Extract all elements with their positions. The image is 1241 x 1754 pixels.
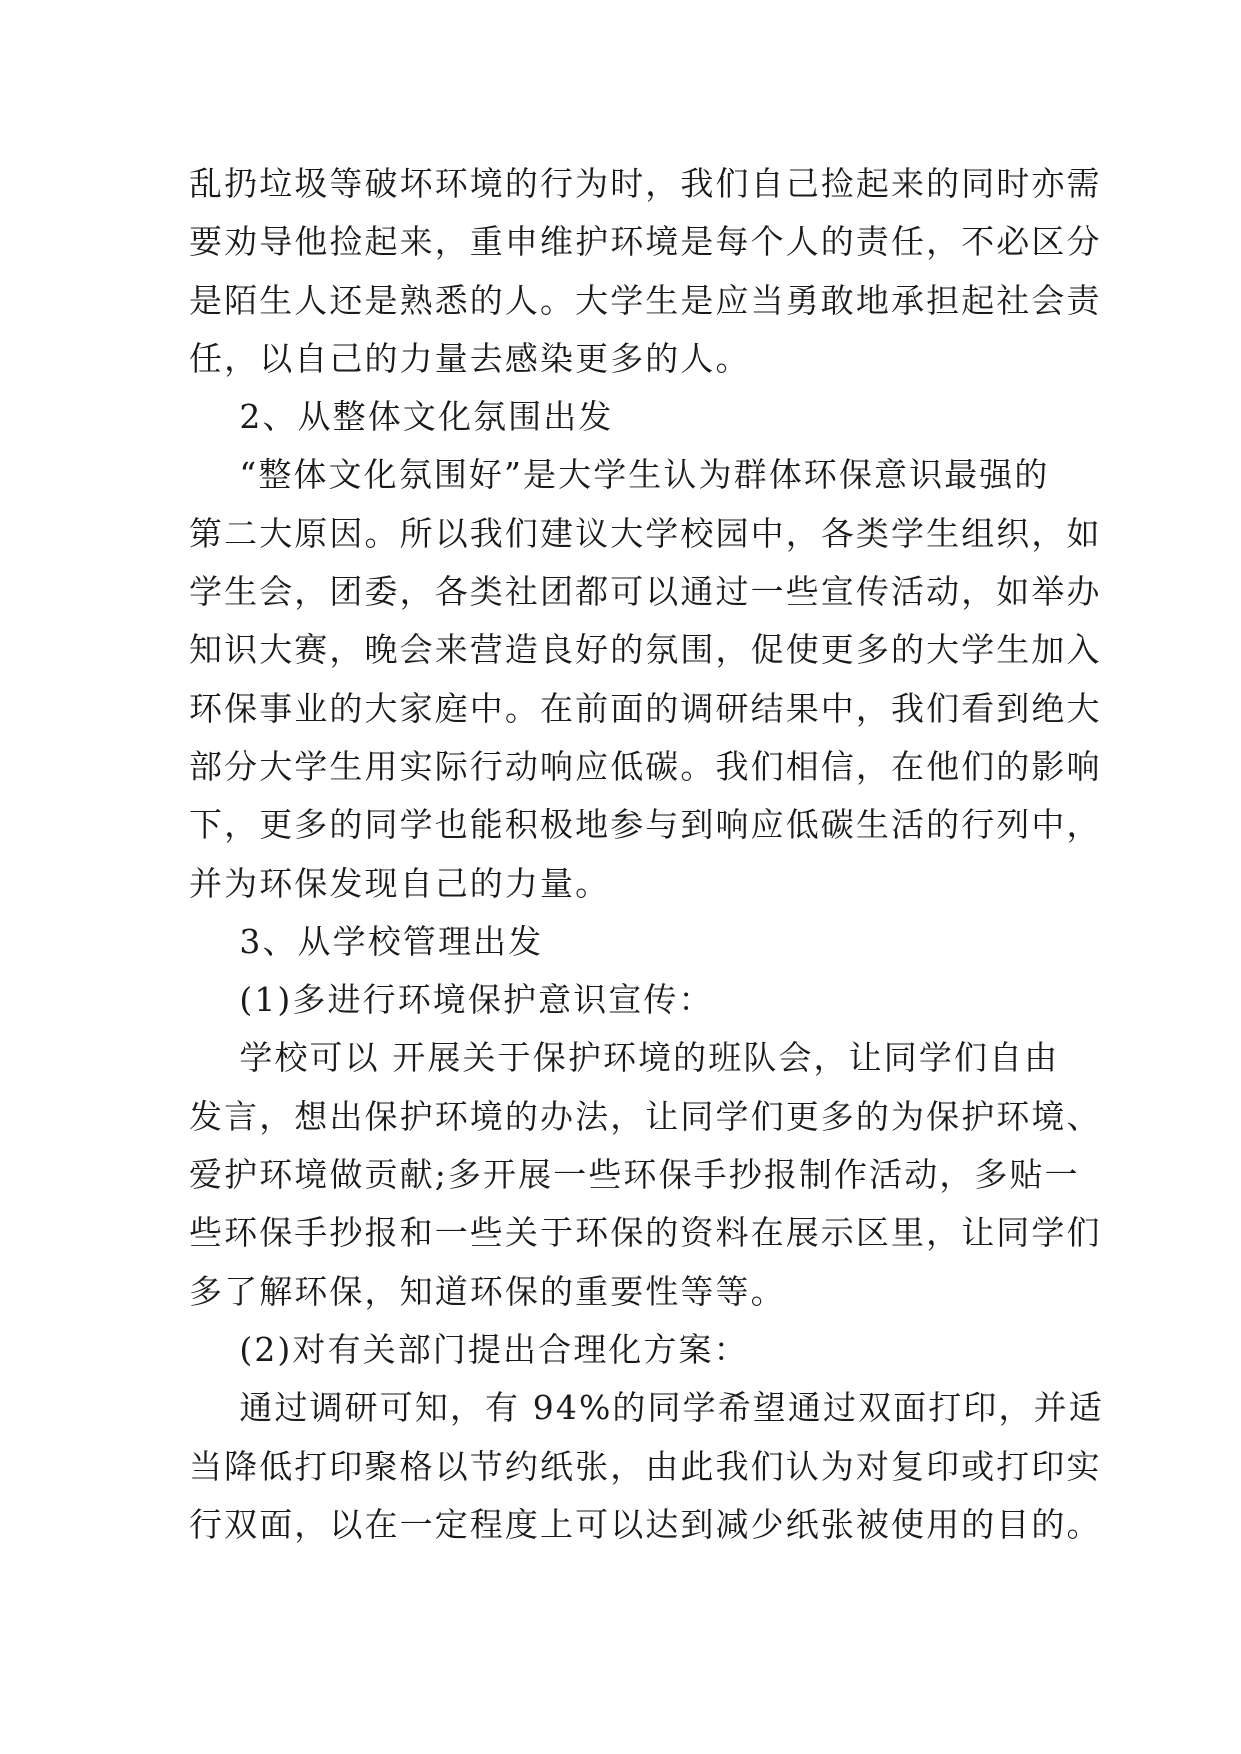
text-line: 第二大原因。所以我们建议大学校园中，各类学生组织，如 — [189, 513, 1102, 553]
text-line: 当降低打印聚格以节约纸张，由此我们认为对复印或打印实 — [189, 1446, 1102, 1486]
text-line: 任，以自己的力量去感染更多的人。 — [189, 338, 751, 378]
text-line: 并为环保发现自己的力量。 — [189, 863, 611, 903]
text-line: 部分大学生用实际行动响应低碳。我们相信，在他们的影响 — [189, 746, 1102, 786]
text-line: 些环保手抄报和一些关于环保的资料在展示区里，让同学们 — [189, 1213, 1102, 1253]
text-line: 乱扔垃圾等破坏环境的行为时，我们自己捡起来的同时亦需 — [189, 164, 1102, 203]
text-line: 行双面，以在一定程度上可以达到减少纸张被使用的目的。 — [189, 1504, 1102, 1544]
text-line: “整体文化氛围好”是大学生认为群体环保意识最强的 — [189, 455, 1050, 495]
text-line: 多了解环保，知道环保的重要性等等。 — [189, 1271, 786, 1311]
text-line: 要劝导他捡起来，重申维护环境是每个人的责任，不必区分 — [189, 222, 1102, 262]
text-line: 下，更多的同学也能积极地参与到响应低碳生活的行列中， — [189, 805, 1102, 845]
document-body — [189, 155, 1104, 1554]
text-line: 发言，想出保护环境的办法，让同学们更多的为保护环境、 — [189, 1096, 1102, 1136]
text-line: 学校可以 开展关于保护环境的班队会，让同学们自由 — [189, 1038, 1060, 1078]
text-line: 环保事业的大家庭中。在前面的调研结果中，我们看到绝大 — [189, 688, 1102, 728]
subsection-heading: (1)多进行环境保护意识宣传： — [189, 980, 714, 1020]
text-line: 学生会，团委，各类社团都可以通过一些宣传活动，如举办 — [189, 572, 1102, 612]
subsection-heading: (2)对有关部门提出合理化方案： — [189, 1329, 749, 1369]
text-line: 是陌生人还是熟悉的人。大学生是应当勇敢地承担起社会责 — [189, 280, 1102, 320]
section-heading: 3、从学校管理出发 — [189, 921, 544, 961]
text-line: 爱护环境做贡献;多开展一些环保手抄报制作活动，多贴一 — [189, 1155, 1080, 1195]
text-line: 知识大赛，晚会来营造良好的氛围，促使更多的大学生加入 — [189, 630, 1102, 670]
text-line: 通过调研可知，有 94%的同学希望通过双面打印，并适 — [189, 1388, 1104, 1428]
section-heading: 2、从整体文化氛围出发 — [189, 397, 614, 437]
